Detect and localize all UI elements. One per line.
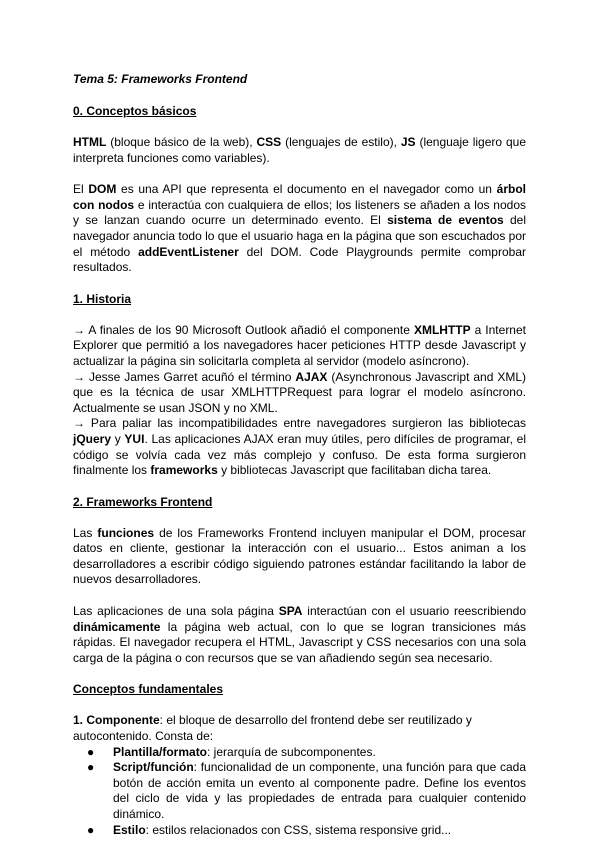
heading-conceptos-basicos: 0. Conceptos básicos <box>73 104 197 118</box>
bold-text: SPA <box>278 604 303 619</box>
bold-text: DOM <box>88 182 117 197</box>
list-item <box>87 744 526 761</box>
bold-text: Plantilla/formato <box>113 744 208 759</box>
paragraph-dom: El DOM es una API que representa el documento en el navegador como un árbol con nodos e interactúa con cualquiera de ellos; los listeners se añaden a los nodos y se lanzan cuando ocurre un determinado evento. El sistema de eventos del navegador anuncia todo lo que el usuario haga en la página que son escuchados por el método addEventListener del DOM. Code Playgrounds permite comprobar resultados. <box>73 182 527 275</box>
bold-text: árbol con nodos <box>73 182 526 212</box>
list-item-text: Plantilla/formato: jerarquía de subcomponentes. <box>113 744 376 759</box>
heading-conceptos-fundamentales: Conceptos fundamentales <box>73 682 224 697</box>
bold-text: CSS <box>256 135 282 149</box>
bold-text: sistema de eventos <box>387 213 504 228</box>
document-title: Tema 5: Frameworks Frontend <box>73 72 248 86</box>
bullet-icon: ● <box>87 822 95 837</box>
bold-text: YUI <box>124 431 145 446</box>
bold-text: Estilo <box>113 822 146 837</box>
paragraph-componente: 1. Componente: el bloque de desarrollo del frontend debe ser reutilizado y autocontenido. Consta de: <box>73 713 472 744</box>
bold-text: Script/función <box>113 760 194 775</box>
paragraph-funciones: Las funciones de los Frameworks Frontend incluyen manipular el DOM, procesar datos en cliente, gestionar la interacción con el usuario... Estos animan a los desarrolladores a escribir código siguiendo patrones estándar facilitando la labor de nuevos desarrolladores. <box>73 525 526 587</box>
bold-text: JS <box>400 135 416 149</box>
heading-frameworks-frontend: 2. Frameworks Frontend <box>73 494 213 509</box>
paragraph-historia: → A finales de los 90 Microsoft Outlook añadió el componente XMLHTTP a Internet Explorer que permitió a los navegadores hacer peticiones HTTP desde Javascript y actualizar la página sin solicitarla completa al servidor (modelo asíncrono). → Jesse James Garret acuñó el término AJAX (Asynchronous Javascript and XML) que es la técnica de usar XMLHTTPRequest para lograr el modelo asíncrono. Actualmente se usan JSON y no XML. → Para paliar las incompatibilidades entre navegadores surgieron las bibliotecas jQuery y YUI. Las aplicaciones AJAX eran muy útiles, pero difíciles de programar, el código se volvía cada vez más complejo y confuso. De esta forma surgieron finalmente los frameworks y bibliotecas Javascript que facilitaban dicha tarea. <box>73 322 526 478</box>
bullet-icon: ● <box>87 760 95 775</box>
document-page <box>73 72 526 838</box>
heading-historia: 1. Historia <box>73 291 132 306</box>
bold-text: funciones <box>97 525 155 540</box>
bold-text: frameworks <box>150 463 218 478</box>
bullet-icon: ● <box>87 744 95 759</box>
list-item-text: Estilo: estilos relacionados con CSS, sistema responsive grid... <box>113 822 452 837</box>
list-item-text: Script/función: funcionalidad de un componente, una función para que cada botón de acción emita un evento al componente padre. Define los eventos del ciclo de vida y las propiedades de entrada para cualquier contenido dinámico. <box>113 760 526 821</box>
bold-text: HTML <box>73 135 107 149</box>
bold-text: jQuery <box>73 431 112 446</box>
list-item <box>87 822 526 839</box>
component-list <box>73 745 526 839</box>
paragraph-spa: Las aplicaciones de una sola página SPA interactúan con el usuario reescribiendo dinámicamente la página web actual, con lo que se logran transiciones más rápidas. El navegador recupera el HTML, Javascript y CSS necesarios con una sola carga de la página o con recursos que se van añadiendo según sea necesario. <box>73 604 526 665</box>
bold-text: addEventListener <box>138 244 239 259</box>
paragraph-html-css-js: HTML (bloque básico de la web), CSS (lenguajes de estilo), JS (lenguaje ligero que interpreta funciones como variables). <box>73 135 526 165</box>
bold-text: AJAX <box>295 369 328 384</box>
bold-text: XMLHTTP <box>413 322 471 337</box>
bold-text: 1. Componente <box>73 713 160 728</box>
bold-text: dinámicamente <box>73 619 161 634</box>
list-item <box>87 760 526 822</box>
